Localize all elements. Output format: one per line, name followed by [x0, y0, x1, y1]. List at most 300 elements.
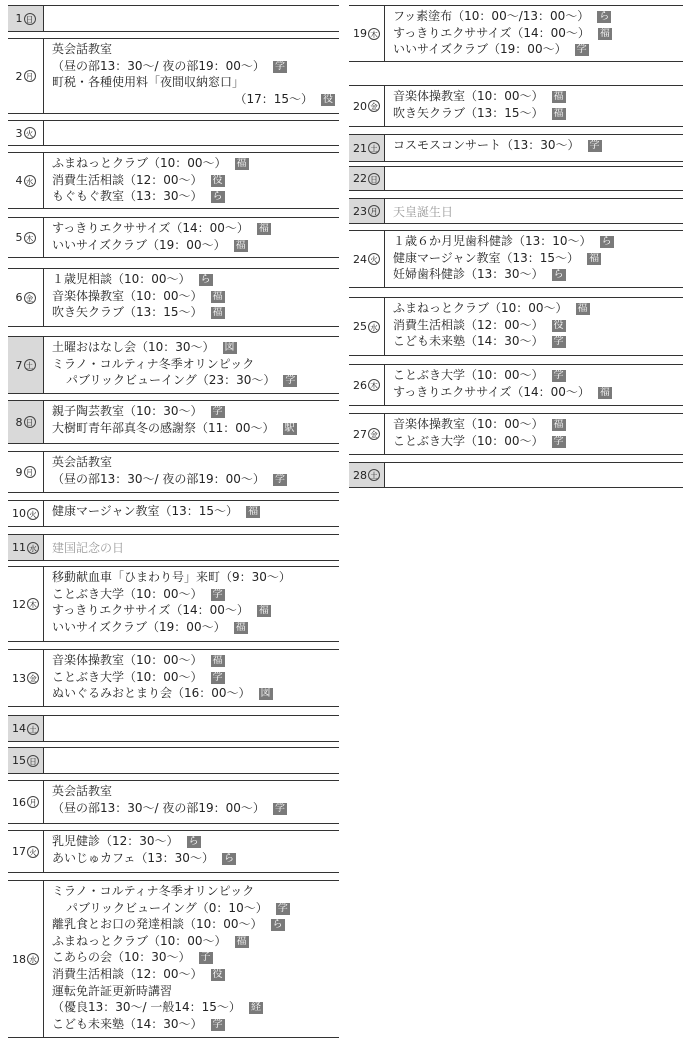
event-line [52, 503, 339, 520]
event-line [52, 237, 339, 254]
weekday-circle: 金 [368, 428, 380, 440]
weekday-circle: 水 [368, 321, 380, 333]
day-number: 27 [353, 427, 367, 441]
event-line [52, 188, 339, 205]
date-box [8, 6, 44, 31]
date-box [8, 452, 44, 492]
event-text: いいサイズクラブ（19：00〜） [52, 619, 226, 634]
event-text: 離乳食とお口の発達相談（10：00〜） [52, 917, 263, 932]
event-line [393, 367, 683, 384]
event-line [52, 74, 339, 91]
weekday-circle: 木 [27, 598, 39, 610]
event-text: 土曜おはなし会（10：30〜） [52, 340, 215, 354]
date-box [8, 535, 44, 560]
day-entry-23 [349, 198, 683, 224]
event-line [52, 58, 339, 75]
venue-tag: 福 [212, 290, 223, 302]
venue-tag: 役 [553, 319, 564, 331]
event-text: 消費生活相談（12：00〜） [52, 966, 203, 981]
date-box [349, 135, 385, 161]
date-box [8, 401, 44, 443]
day-entry-25 [349, 297, 683, 356]
day-entry-17 [8, 830, 339, 873]
day-entry-6 [8, 268, 339, 327]
date-box [8, 567, 44, 641]
day-entry-4 [8, 152, 339, 209]
event-text: ことぶき大学（10：00〜） [393, 368, 544, 382]
date-box [349, 199, 385, 223]
day-number: 17 [12, 845, 26, 858]
venue-tag: 役 [323, 93, 333, 105]
venue-tag: 学 [212, 671, 223, 683]
event-list [44, 153, 339, 208]
event-line [393, 266, 683, 283]
event-list [44, 535, 339, 560]
weekday-circle: 月 [27, 796, 39, 808]
venue-tag: 学 [553, 435, 564, 447]
date-box [8, 650, 44, 706]
event-list [44, 748, 339, 773]
date-box [349, 365, 385, 405]
date-box [8, 337, 44, 393]
day-number: 1 [15, 12, 23, 25]
event-line [52, 339, 339, 356]
day-entry-16 [8, 780, 339, 824]
event-list [44, 881, 339, 1037]
venue-tag: 経 [250, 1002, 261, 1014]
day-number: 9 [15, 465, 23, 479]
event-line [52, 602, 339, 619]
event-list [385, 298, 683, 355]
event-list [385, 6, 683, 61]
event-text: 建国記念の日 [52, 541, 125, 555]
day-entry-8 [8, 400, 339, 444]
weekday-circle: 日 [24, 13, 36, 25]
date-box [8, 881, 44, 1037]
day-number: 25 [353, 320, 367, 333]
event-text: いいサイズクラブ（19：00〜） [393, 42, 567, 57]
venue-tag: 役 [212, 968, 223, 980]
day-number: 24 [353, 252, 367, 266]
event-text: ふまねっとクラブ（10：00〜） [52, 933, 227, 948]
event-line [52, 420, 339, 437]
venue-tag: 福 [212, 655, 223, 666]
event-text: 妊婦歯科健診（13：30〜） [393, 267, 544, 282]
day-number: 3 [15, 126, 23, 140]
event-list [44, 501, 339, 526]
event-line [52, 304, 339, 321]
event-line [52, 916, 339, 933]
venue-tag: 学 [277, 902, 288, 914]
event-list [44, 121, 339, 145]
event-line [52, 454, 339, 471]
event-line [52, 91, 339, 108]
event-text: 親子陶芸教室（10：30〜） [52, 404, 203, 418]
venue-tag: 駅 [284, 422, 295, 434]
venue-tag: 福 [553, 419, 564, 430]
day-entry-15 [8, 747, 339, 774]
date-box [349, 231, 385, 287]
venue-tag: 学 [274, 60, 285, 72]
day-entry-18 [8, 880, 339, 1038]
day-number: 8 [15, 415, 23, 429]
venue-tag: 福 [236, 935, 247, 947]
event-text: 消費生活相談（12：00〜） [52, 172, 203, 187]
event-text: 消費生活相談（12：00〜） [393, 317, 544, 332]
date-box [8, 748, 44, 773]
event-text: コスモスコンサート（13：30〜） [393, 138, 580, 152]
date-box [349, 298, 385, 355]
event-text: 吹き矢クラブ（13：15〜） [52, 305, 203, 320]
event-list [44, 6, 339, 31]
day-entry-9 [8, 451, 339, 493]
event-text: 音楽体操教室（10：00〜） [52, 288, 203, 303]
event-line [52, 999, 339, 1016]
event-line [52, 949, 339, 966]
date-box [8, 716, 44, 741]
event-list [44, 337, 339, 393]
event-text: 移動献血車「ひまわり号」来町（9：30〜） [52, 570, 291, 584]
event-text: ミラノ・コルティナ冬季オリンピック [52, 884, 255, 898]
event-line [52, 41, 339, 58]
date-box [349, 167, 385, 190]
event-line [52, 372, 339, 389]
event-line [52, 850, 339, 867]
venue-tag: 学 [589, 140, 600, 151]
venue-tag: ら [553, 269, 564, 281]
event-text: 町税・各種使用料「夜間収納窓口」 [52, 75, 245, 90]
event-text: 吹き矢クラブ（13：15〜） [393, 105, 544, 120]
weekday-circle: 火 [368, 253, 380, 265]
day-number: 20 [353, 99, 367, 113]
event-line [52, 155, 339, 172]
venue-tag: 子 [200, 952, 211, 964]
event-line [52, 966, 339, 983]
weekday-circle: 水 [27, 542, 39, 554]
venue-tag: 学 [212, 1018, 223, 1030]
day-number: 18 [12, 952, 26, 966]
venue-tag: 福 [553, 107, 564, 119]
event-line [393, 88, 683, 105]
event-line [52, 288, 339, 305]
day-entry-14 [8, 715, 339, 742]
event-line [52, 569, 339, 586]
day-entry-13 [8, 649, 339, 707]
event-text: （優良13：30〜/ 一般14：15〜） [52, 1000, 241, 1015]
date-box [8, 831, 44, 872]
weekday-circle: 金 [368, 100, 380, 112]
event-line [393, 384, 683, 401]
event-list [385, 135, 683, 161]
event-line [393, 416, 683, 433]
weekday-circle: 木 [24, 232, 36, 244]
venue-tag: 福 [577, 303, 588, 314]
event-line [52, 586, 339, 603]
event-text: 音楽体操教室（10：00〜） [393, 417, 544, 431]
day-entry-28 [349, 462, 683, 488]
event-text: こあらの会（10：30〜） [52, 950, 191, 965]
day-number: 26 [353, 378, 367, 392]
venue-tag: 福 [236, 158, 247, 169]
event-list [44, 452, 339, 492]
event-line [52, 356, 339, 373]
date-box [8, 781, 44, 823]
event-line [52, 1016, 339, 1033]
event-text: パブリックビューイング（23：30〜） [66, 373, 276, 388]
day-entry-5 [8, 217, 339, 258]
holiday-name [52, 537, 339, 559]
event-line [52, 783, 339, 800]
weekday-circle: 日 [368, 173, 380, 185]
event-text: （昼の部13：30〜/ 夜の部19：00〜） [52, 58, 265, 73]
venue-tag: 福 [599, 27, 610, 39]
event-text: 大樹町青年部真冬の感謝祭（11：00〜） [52, 420, 275, 435]
event-text: ことぶき大学（10：00〜） [52, 669, 203, 684]
venue-tag: 福 [553, 91, 564, 102]
event-line [393, 105, 683, 122]
event-text: すっきりエクササイズ（14：00〜） [393, 384, 590, 399]
event-text: 英会話教室 [52, 42, 113, 56]
event-text: こども未来塾（14：30〜） [52, 1016, 203, 1031]
weekday-circle: 土 [368, 142, 380, 154]
event-list [44, 218, 339, 257]
event-line [52, 172, 339, 189]
event-text: １歳６か月児歯科健診（13：10〜） [393, 234, 592, 248]
weekday-circle: 金 [24, 292, 36, 304]
event-text: もぐもぐ教室（13：30〜） [52, 189, 203, 204]
day-entry-22 [349, 166, 683, 191]
venue-tag: ら [601, 236, 612, 247]
date-box [349, 414, 385, 454]
holiday-name [393, 201, 683, 223]
day-number: 12 [12, 597, 26, 611]
event-text: あいじゅカフェ（13：30〜） [52, 850, 214, 865]
day-number: 2 [15, 69, 23, 83]
event-text: すっきりエクササイズ（14：00〜） [52, 603, 249, 618]
event-list [44, 567, 339, 641]
event-line [393, 333, 683, 350]
date-box [8, 39, 44, 113]
event-text: ふまねっとクラブ（10：00〜） [393, 301, 568, 315]
day-number: 5 [15, 231, 23, 244]
event-line [393, 137, 683, 154]
venue-tag: ら [188, 836, 199, 847]
venue-tag: 福 [212, 307, 223, 319]
weekday-circle: 月 [24, 70, 36, 82]
event-line [52, 619, 339, 636]
event-text: 英会話教室 [52, 784, 113, 798]
venue-tag: 学 [285, 375, 296, 387]
day-entry-7 [8, 336, 339, 394]
venue-tag: 学 [553, 370, 564, 381]
day-entry-21 [349, 134, 683, 162]
venue-tag: 福 [258, 223, 269, 234]
day-entry-12 [8, 566, 339, 642]
weekday-circle: 月 [368, 205, 380, 217]
weekday-circle: 土 [24, 359, 36, 371]
event-text: いいサイズクラブ（19：00〜） [52, 237, 226, 252]
event-line [52, 220, 339, 237]
date-box [8, 269, 44, 326]
event-text: 乳児健診（12：30〜） [52, 834, 179, 848]
venue-tag: 図 [224, 342, 235, 353]
weekday-circle: 金 [27, 672, 39, 684]
weekday-circle: 火 [27, 846, 39, 858]
weekday-circle: 日 [27, 755, 39, 767]
event-list [385, 199, 683, 223]
event-text: 天皇誕生日 [393, 205, 454, 219]
venue-tag: 福 [235, 621, 246, 633]
day-entry-1 [8, 5, 339, 32]
venue-tag: 福 [258, 605, 269, 617]
day-entry-26 [349, 364, 683, 406]
event-list [385, 365, 683, 405]
event-list [44, 39, 339, 113]
venue-tag: 学 [212, 588, 223, 600]
event-line [52, 669, 339, 686]
event-line [393, 41, 683, 58]
event-line [393, 433, 683, 450]
event-text: 運転免許証更新時講習 [52, 983, 173, 998]
event-line [52, 933, 339, 950]
venue-tag: ら [223, 852, 234, 864]
event-line [52, 685, 339, 702]
event-list [385, 86, 683, 126]
event-text: ふまねっとクラブ（10：00〜） [52, 156, 227, 170]
weekday-circle: 火 [24, 127, 36, 139]
event-text: フッ素塗布（10：00〜/13：00〜） [393, 9, 590, 23]
day-number: 28 [353, 468, 367, 482]
day-number: 6 [15, 291, 23, 304]
event-text: ことぶき大学（10：00〜） [52, 586, 203, 601]
event-line [52, 471, 339, 488]
event-list [385, 463, 683, 487]
weekday-circle: 土 [27, 723, 39, 735]
weekday-circle: 火 [27, 508, 39, 520]
event-line [52, 403, 339, 420]
day-entry-24 [349, 230, 683, 288]
event-text: すっきりエクササイズ（14：00〜） [52, 221, 249, 235]
event-line [393, 8, 683, 25]
date-box [349, 463, 385, 487]
event-text: （17：15〜） [234, 91, 313, 106]
date-box [8, 153, 44, 208]
weekday-circle: 水 [27, 953, 39, 965]
venue-tag: 図 [260, 688, 271, 700]
day-entry-3 [8, 120, 339, 146]
day-number: 16 [12, 795, 26, 809]
venue-tag: 福 [599, 386, 610, 398]
day-number: 19 [353, 27, 367, 40]
weekday-circle: 木 [368, 28, 380, 40]
event-text: ぬいぐるみおとまり会（16：00〜） [52, 686, 251, 701]
event-text: ミラノ・コルティナ冬季オリンピック [52, 356, 255, 371]
event-text: こども未来塾（14：30〜） [393, 334, 544, 349]
venue-tag: 学 [576, 44, 587, 56]
date-box [349, 6, 385, 61]
event-list [44, 831, 339, 872]
event-line [393, 317, 683, 334]
day-entry-10 [8, 500, 339, 527]
event-text: 健康マージャン教室（13：15〜） [52, 504, 239, 518]
event-line [52, 652, 339, 669]
day-number: 22 [353, 172, 367, 185]
weekday-circle: 日 [24, 416, 36, 428]
event-line [393, 250, 683, 267]
event-list [44, 650, 339, 706]
day-number: 15 [12, 754, 26, 767]
event-line [52, 833, 339, 850]
event-line [52, 271, 339, 288]
weekday-circle: 土 [368, 469, 380, 481]
event-text: 音楽体操教室（10：00〜） [52, 653, 203, 667]
event-list [44, 401, 339, 443]
event-line [52, 900, 339, 917]
day-entry-27 [349, 413, 683, 455]
venue-tag: 福 [589, 252, 600, 264]
event-text: 音楽体操教室（10：00〜） [393, 89, 544, 103]
date-box [8, 501, 44, 526]
day-number: 23 [353, 204, 367, 218]
venue-tag: 福 [248, 506, 259, 517]
venue-tag: ら [272, 919, 283, 931]
venue-tag: 学 [274, 802, 285, 814]
day-number: 10 [12, 507, 26, 520]
venue-tag: ら [599, 11, 610, 22]
event-line [52, 983, 339, 1000]
day-number: 14 [12, 722, 26, 735]
venue-tag: ら [212, 191, 223, 203]
event-text: 英会話教室 [52, 455, 113, 469]
date-box [8, 121, 44, 145]
event-text: すっきりエクササイズ（14：00〜） [393, 25, 590, 40]
event-list [44, 269, 339, 326]
weekday-circle: 木 [368, 379, 380, 391]
weekday-circle: 水 [24, 175, 36, 187]
day-number: 11 [12, 541, 26, 554]
venue-tag: ら [200, 274, 211, 285]
event-list [385, 414, 683, 454]
event-list [44, 781, 339, 823]
event-line [52, 800, 339, 817]
weekday-circle: 月 [24, 466, 36, 478]
event-text: 健康マージャン教室（13：15〜） [393, 250, 580, 265]
day-entry-20 [349, 85, 683, 127]
venue-tag: 学 [274, 473, 285, 485]
event-line [393, 25, 683, 42]
venue-tag: 役 [212, 174, 223, 186]
event-text: １歳児相談（10：00〜） [52, 272, 191, 286]
venue-tag: 福 [235, 239, 246, 251]
date-box [349, 86, 385, 126]
event-line [393, 300, 683, 317]
event-list [385, 167, 683, 190]
day-entry-11 [8, 534, 339, 561]
day-entry-19 [349, 5, 683, 62]
event-list [385, 231, 683, 287]
event-text: （昼の部13：30〜/ 夜の部19：00〜） [52, 471, 265, 486]
event-text: パブリックビューイング（0：10〜） [66, 900, 268, 915]
day-number: 13 [12, 671, 26, 685]
day-number: 4 [15, 174, 23, 187]
event-list [44, 716, 339, 741]
date-box [8, 218, 44, 257]
event-text: （昼の部13：30〜/ 夜の部19：00〜） [52, 800, 265, 815]
day-number: 21 [353, 141, 367, 155]
event-line [393, 233, 683, 250]
event-text: ことぶき大学（10：00〜） [393, 433, 544, 448]
venue-tag: 学 [212, 406, 223, 417]
